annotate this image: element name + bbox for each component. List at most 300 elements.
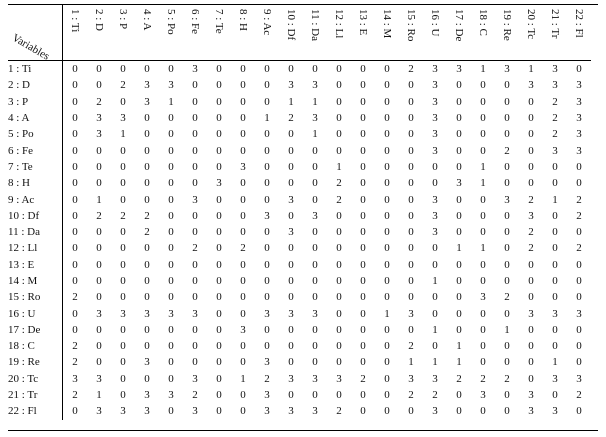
table-cell: 0 [144,323,150,336]
table-cell: 0 [240,356,246,369]
table-cell: 0 [312,389,318,402]
table-cell: 1 [312,128,318,141]
column-header-label: 2 : D [93,9,105,31]
table-cell: 3 [552,79,558,92]
table-cell: 0 [264,128,270,141]
table-cell: 0 [168,193,174,206]
table-cell: 0 [192,112,198,125]
table-cell: 0 [504,242,510,255]
table-cell: 2 [528,193,534,206]
table-cell: 0 [168,356,174,369]
table-cell: 0 [360,79,366,92]
table-cell: 0 [408,291,414,304]
table-cell: 0 [504,389,510,402]
table-cell: 0 [576,340,582,353]
table-cell: 0 [96,291,102,304]
column-header [351,5,375,61]
row-header: 4 : A [8,110,63,126]
table-cell: 0 [384,209,390,222]
table-cell: 0 [168,160,174,173]
table-cell: 0 [120,323,126,336]
table-row [8,208,591,224]
table-cell: 0 [312,160,318,173]
table-cell: 0 [288,128,294,141]
table-cell: 0 [360,144,366,157]
column-header-label: 4 : A [141,9,153,31]
table-cell: 3 [528,389,534,402]
table-cell: 0 [120,95,126,108]
table-cell: 0 [432,242,438,255]
column-header-label: 8 : H [237,9,249,31]
table-cell: 0 [360,291,366,304]
column-header [87,5,111,61]
table-cell: 0 [312,177,318,190]
table-cell: 0 [240,95,246,108]
column-header-label: 11 : Da [309,9,321,41]
table-cell: 0 [336,307,342,320]
table-cell: 3 [576,128,582,141]
table-cell: 0 [192,291,198,304]
table-cell: 0 [168,258,174,271]
table-cell: 0 [240,128,246,141]
row-header: 11 : Da [8,224,63,240]
table-cell: 0 [360,340,366,353]
table-cell: 0 [312,340,318,353]
column-header-label: 19 : Re [501,9,513,41]
column-header-label: 7 : Te [213,9,225,34]
table-cell: 0 [144,160,150,173]
table-cell: 0 [528,95,534,108]
column-header-label: 6 : Fe [189,9,201,35]
table-cell: 2 [144,209,150,222]
table-cell: 0 [336,128,342,141]
table-cell: 0 [432,258,438,271]
table-cell: 1 [432,275,438,287]
table-cell: 3 [192,405,198,418]
table-cell: 3 [144,79,150,92]
table-cell: 0 [312,226,318,239]
table-cell: 0 [384,372,390,385]
table-cell: 2 [456,372,462,385]
table-cell: 0 [576,323,582,336]
table-cell: 0 [576,275,582,287]
table-cell: 3 [504,193,510,206]
table-cell: 0 [216,405,222,418]
table-cell: 0 [72,112,78,125]
table-cell: 0 [360,242,366,255]
table-cell: 2 [72,340,78,353]
table-cell: 0 [312,242,318,255]
table-cell: 3 [120,112,126,125]
table-cell: 2 [96,209,102,222]
table-cell: 0 [480,405,486,418]
table-cell: 0 [456,160,462,173]
table-cell: 2 [408,389,414,402]
table-cell: 3 [576,307,582,320]
table-row [8,240,591,256]
table-cell: 2 [432,389,438,402]
table-cell: 3 [432,79,438,92]
table-cell: 0 [480,128,486,141]
table-cell: 0 [336,323,342,336]
table-cell: 2 [408,63,414,76]
column-header-label: 18 : C [477,9,489,36]
table-cell: 3 [264,405,270,418]
table-cell: 3 [144,356,150,369]
table-cell: 0 [216,160,222,173]
table-cell: 0 [72,258,78,271]
table-cell: 0 [384,356,390,369]
row-header: 7 : Te [8,159,63,175]
row-header: 8 : H [8,175,63,191]
table-cell: 0 [264,323,270,336]
table-cell: 0 [360,128,366,141]
table-cell: 0 [312,193,318,206]
table-cell: 0 [72,323,78,336]
table-cell: 3 [72,372,78,385]
table-cell: 0 [456,226,462,239]
row-header: 22 : Fl [8,403,63,419]
table-cell: 0 [168,112,174,125]
column-header [327,5,351,61]
table-cell: 0 [192,226,198,239]
table-cell: 0 [312,144,318,157]
column-header [279,5,303,61]
table-cell: 3 [432,144,438,157]
table-cell: 3 [312,372,318,385]
table-cell: 0 [408,177,414,190]
table-cell: 0 [216,63,222,76]
table-cell: 3 [552,307,558,320]
table-cell: 1 [96,193,102,206]
table-cell: 0 [192,128,198,141]
table-cell: 0 [288,177,294,190]
table-cell: 0 [528,372,534,385]
table-cell: 0 [576,291,582,304]
table-cell: 2 [360,372,366,385]
column-header [135,5,159,61]
table-cell: 0 [144,112,150,125]
table-cell: 0 [480,193,486,206]
table-cell: 0 [504,209,510,222]
table-row [8,191,591,207]
table-cell: 0 [552,209,558,222]
column-header-label: 22 : Fl [573,9,585,38]
table-cell: 0 [72,177,78,190]
table-cell: 1 [312,95,318,108]
table-cell: 0 [552,226,558,239]
table-cell: 0 [144,372,150,385]
column-header-label: 9 : Ac [261,9,273,36]
table-cell: 1 [456,356,462,369]
table-cell: 0 [408,275,414,287]
table-cell: 0 [72,79,78,92]
table-cell: 0 [72,405,78,418]
table-cell: 0 [360,63,366,76]
table-cell: 0 [408,144,414,157]
table-cell: 0 [528,291,534,304]
table-row [8,322,591,338]
table-cell: 0 [240,193,246,206]
table-cell: 2 [336,405,342,418]
table-cell: 0 [384,193,390,206]
table-cell: 0 [72,193,78,206]
table-cell: 0 [168,226,174,239]
table-cell: 0 [360,209,366,222]
table-cell: 0 [120,144,126,157]
table-cell: 0 [552,242,558,255]
table-cell: 0 [528,258,534,271]
table-cell: 3 [312,209,318,222]
table-cell: 2 [408,340,414,353]
table-cell: 0 [384,405,390,418]
table-cell: 3 [432,128,438,141]
table-cell: 2 [552,95,558,108]
table-cell: 0 [480,275,486,287]
table-cell: 0 [432,177,438,190]
table-cell: 0 [240,258,246,271]
table-cell: 3 [312,112,318,125]
row-header: 9 : Ac [8,191,63,207]
table-cell: 2 [528,242,534,255]
table-cell: 0 [528,112,534,125]
table-cell: 0 [264,79,270,92]
table-cell: 0 [264,95,270,108]
table-cell: 0 [216,79,222,92]
table-cell: 0 [480,112,486,125]
table-cell: 1 [480,160,486,173]
table-cell: 0 [360,95,366,108]
row-header: 6 : Fe [8,142,63,158]
table-cell: 0 [432,291,438,304]
table-cell: 0 [480,144,486,157]
table-cell: 0 [456,323,462,336]
matrix-body [8,61,591,420]
table-cell: 0 [456,275,462,287]
table-cell: 3 [408,372,414,385]
table-cell: 0 [504,275,510,287]
table-cell: 0 [384,389,390,402]
table-cell: 0 [336,95,342,108]
table-cell: 3 [552,372,558,385]
table-cell: 0 [360,275,366,287]
table-cell: 0 [312,258,318,271]
table-cell: 3 [264,356,270,369]
table-cell: 0 [576,356,582,369]
table-cell: 3 [552,405,558,418]
table-cell: 0 [384,79,390,92]
table-cell: 0 [552,389,558,402]
table-cell: 0 [288,356,294,369]
row-header: 5 : Po [8,126,63,142]
table-cell: 3 [528,79,534,92]
table-cell: 3 [216,177,222,190]
table-cell: 3 [480,389,486,402]
table-cell: 0 [336,112,342,125]
table-cell: 0 [552,177,558,190]
table-row [8,338,591,354]
table-cell: 3 [432,372,438,385]
table-cell: 0 [408,209,414,222]
table-cell: 0 [384,95,390,108]
table-cell: 3 [504,63,510,76]
table-cell: 0 [384,144,390,157]
row-header: 17 : De [8,322,63,338]
table-cell: 0 [96,177,102,190]
table-row [8,77,591,93]
table-cell: 3 [576,144,582,157]
table-cell: 0 [72,275,78,287]
table-cell: 0 [336,79,342,92]
table-cell: 0 [336,226,342,239]
table-cell: 0 [336,356,342,369]
row-header: 2 : D [8,77,63,93]
table-cell: 0 [480,226,486,239]
table-cell: 0 [456,95,462,108]
table-cell: 0 [456,209,462,222]
table-cell: 0 [504,112,510,125]
table-cell: 3 [144,95,150,108]
table-cell: 0 [456,405,462,418]
table-cell: 0 [480,340,486,353]
table-cell: 0 [120,226,126,239]
table-cell: 0 [216,95,222,108]
row-header: 14 : M [8,273,63,289]
table-cell: 0 [72,242,78,255]
table-cell: 0 [384,258,390,271]
row-header: 1 : Ti [8,61,63,78]
column-header-label: 21 : Tr [549,9,561,39]
table-cell: 2 [336,177,342,190]
table-cell: 3 [96,112,102,125]
table-cell: 0 [168,405,174,418]
table-cell: 0 [168,177,174,190]
table-cell: 0 [144,128,150,141]
table-row [8,257,591,273]
table-cell: 0 [288,291,294,304]
table-cell: 0 [240,79,246,92]
table-cell: 3 [192,193,198,206]
table-cell: 0 [144,275,150,287]
table-cell: 0 [120,340,126,353]
table-cell: 2 [120,209,126,222]
table-cell: 0 [144,177,150,190]
table-cell: 0 [168,340,174,353]
table-cell: 0 [504,160,510,173]
table-cell: 0 [96,144,102,157]
table-cell: 1 [432,323,438,336]
table-cell: 0 [408,160,414,173]
table-cell: 3 [288,405,294,418]
table-cell: 0 [144,144,150,157]
table-cell: 1 [384,307,390,320]
table-cell: 0 [264,226,270,239]
table-cell: 0 [120,242,126,255]
table-cell: 0 [288,389,294,402]
table-cell: 3 [552,144,558,157]
table-cell: 1 [120,128,126,141]
table-row [8,289,591,305]
table-cell: 0 [96,79,102,92]
table-cell: 0 [168,372,174,385]
table-cell: 0 [264,291,270,304]
table-cell: 0 [216,242,222,255]
table-cell: 0 [240,389,246,402]
row-header: 19 : Re [8,354,63,370]
table-cell: 0 [576,63,582,76]
row-header: 15 : Ro [8,289,63,305]
table-cell: 2 [96,95,102,108]
table-cell: 0 [72,63,78,76]
column-header-label: 12 : Ll [333,9,345,39]
table-cell: 0 [360,323,366,336]
table-cell: 3 [528,307,534,320]
table-cell: 0 [264,63,270,76]
table-cell: 3 [576,95,582,108]
table-cell: 0 [288,144,294,157]
table-cell: 0 [456,307,462,320]
table-cell: 0 [528,323,534,336]
table-cell: 3 [120,307,126,320]
table-cell: 3 [192,372,198,385]
table-cell: 3 [312,405,318,418]
table-cell: 0 [288,63,294,76]
column-header-label: 10 : Df [285,9,297,41]
table-cell: 0 [312,63,318,76]
table-cell: 0 [288,340,294,353]
table-cell: 3 [576,112,582,125]
table-cell: 3 [264,389,270,402]
table-cell: 3 [168,307,174,320]
table-cell: 0 [456,389,462,402]
table-cell: 1 [480,177,486,190]
table-cell: 0 [192,160,198,173]
column-header [471,5,495,61]
column-header [447,5,471,61]
table-cell: 0 [96,340,102,353]
table-cell: 2 [576,193,582,206]
table-cell: 0 [72,307,78,320]
table-cell: 0 [120,258,126,271]
table-cell: 3 [456,63,462,76]
column-header [423,5,447,61]
table-cell: 1 [96,389,102,402]
table-cell: 0 [480,356,486,369]
table-cell: 0 [216,128,222,141]
table-cell: 0 [408,226,414,239]
table-cell: 0 [72,209,78,222]
row-header: 20 : Tc [8,371,63,387]
table-cell: 0 [72,226,78,239]
table-cell: 0 [144,340,150,353]
table-cell: 0 [360,389,366,402]
table-cell: 0 [216,258,222,271]
table-cell: 0 [240,405,246,418]
table-cell: 0 [168,291,174,304]
table-cell: 2 [120,79,126,92]
table-cell: 0 [456,79,462,92]
table-cell: 0 [504,340,510,353]
table-cell: 3 [192,307,198,320]
table-cell: 1 [456,340,462,353]
table-cell: 0 [408,79,414,92]
table-row [8,159,591,175]
table-cell: 0 [528,275,534,287]
table-cell: 0 [120,275,126,287]
table-cell: 0 [216,144,222,157]
table-cell: 0 [384,242,390,255]
column-header [111,5,135,61]
